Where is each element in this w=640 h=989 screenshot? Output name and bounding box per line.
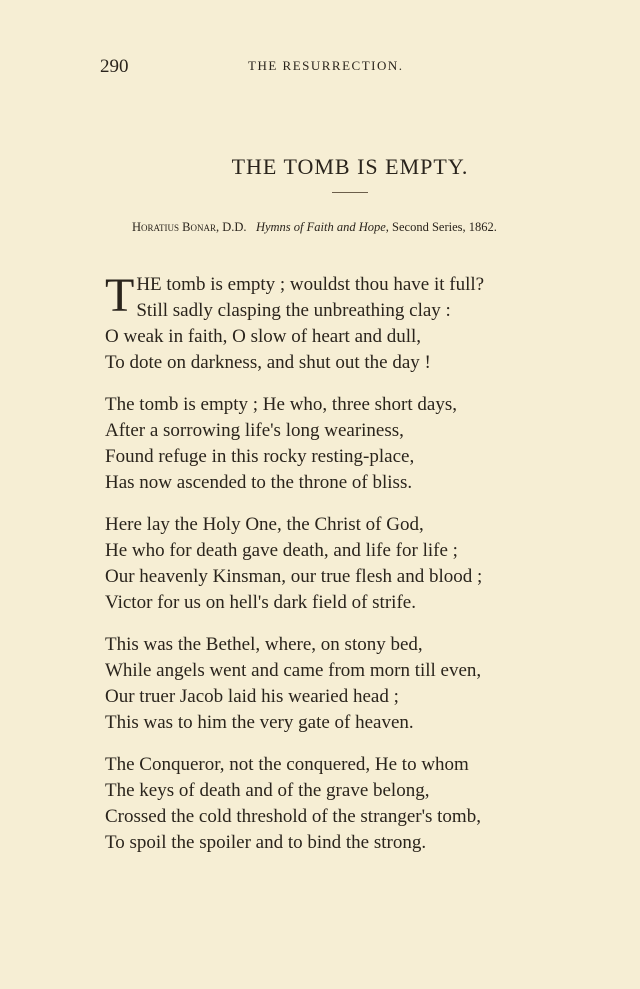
edition: , Second Series, 1862. [385, 220, 497, 234]
poem-line: Victor for us on hell's dark field of strife. [105, 592, 416, 613]
poem-line: To spoil the spoiler and to bind the strong. [105, 832, 427, 853]
stanza [105, 269, 485, 376]
stanza [105, 752, 482, 856]
page-number: 290 [100, 56, 129, 77]
stanza [105, 632, 482, 736]
poem-line: O weak in faith, O slow of heart and dull, [105, 326, 422, 347]
poem-line: The tomb is empty ; He who, three short days, [105, 394, 457, 415]
poem-line: After a sorrowing life's long weariness, [105, 420, 404, 441]
poem-line: Has now ascended to the throne of bliss. [105, 472, 413, 493]
degree: , D.D. [216, 220, 247, 234]
poem-line: He who for death gave death, and life for life ; [105, 540, 458, 561]
poem-line: Crossed the cold threshold of the stranger's tomb, [105, 806, 481, 827]
poem-line: Here lay the Holy One, the Christ of God, [105, 514, 424, 535]
drop-cap: T [105, 269, 135, 322]
attribution [132, 220, 497, 235]
poem-line: This was to him the very gate of heaven. [105, 712, 414, 733]
poem-line: Our heavenly Kinsman, our true flesh and blood ; [105, 566, 483, 587]
poem-line: To dote on darkness, and shut out the day ! [105, 352, 431, 373]
poem-line: Found refuge in this rocky resting-place, [105, 446, 415, 467]
title-rule [332, 192, 368, 193]
stanza [105, 392, 482, 496]
poem-line: This was the Bethel, where, on stony bed, [105, 634, 423, 655]
poem-line: While angels went and came from morn till even, [105, 660, 482, 681]
author: Horatius Bonar [132, 220, 216, 234]
poem-line: The keys of death and of the grave belong, [105, 780, 430, 801]
poem-body [105, 269, 485, 872]
running-title: THE RESURRECTION. [248, 58, 404, 73]
poem-line: HE tomb is empty ; wouldst thou have it full? [136, 274, 485, 295]
poem-line: The Conqueror, not the conquered, He to whom [105, 754, 469, 775]
stanza [105, 512, 482, 616]
work-title: Hymns of Faith and Hope [255, 220, 386, 234]
poem-title: THE TOMB IS EMPTY. [231, 154, 469, 179]
poem-line: Our truer Jacob laid his wearied head ; [105, 686, 399, 707]
poem-line: Still sadly clasping the unbreathing clay : [136, 300, 451, 321]
